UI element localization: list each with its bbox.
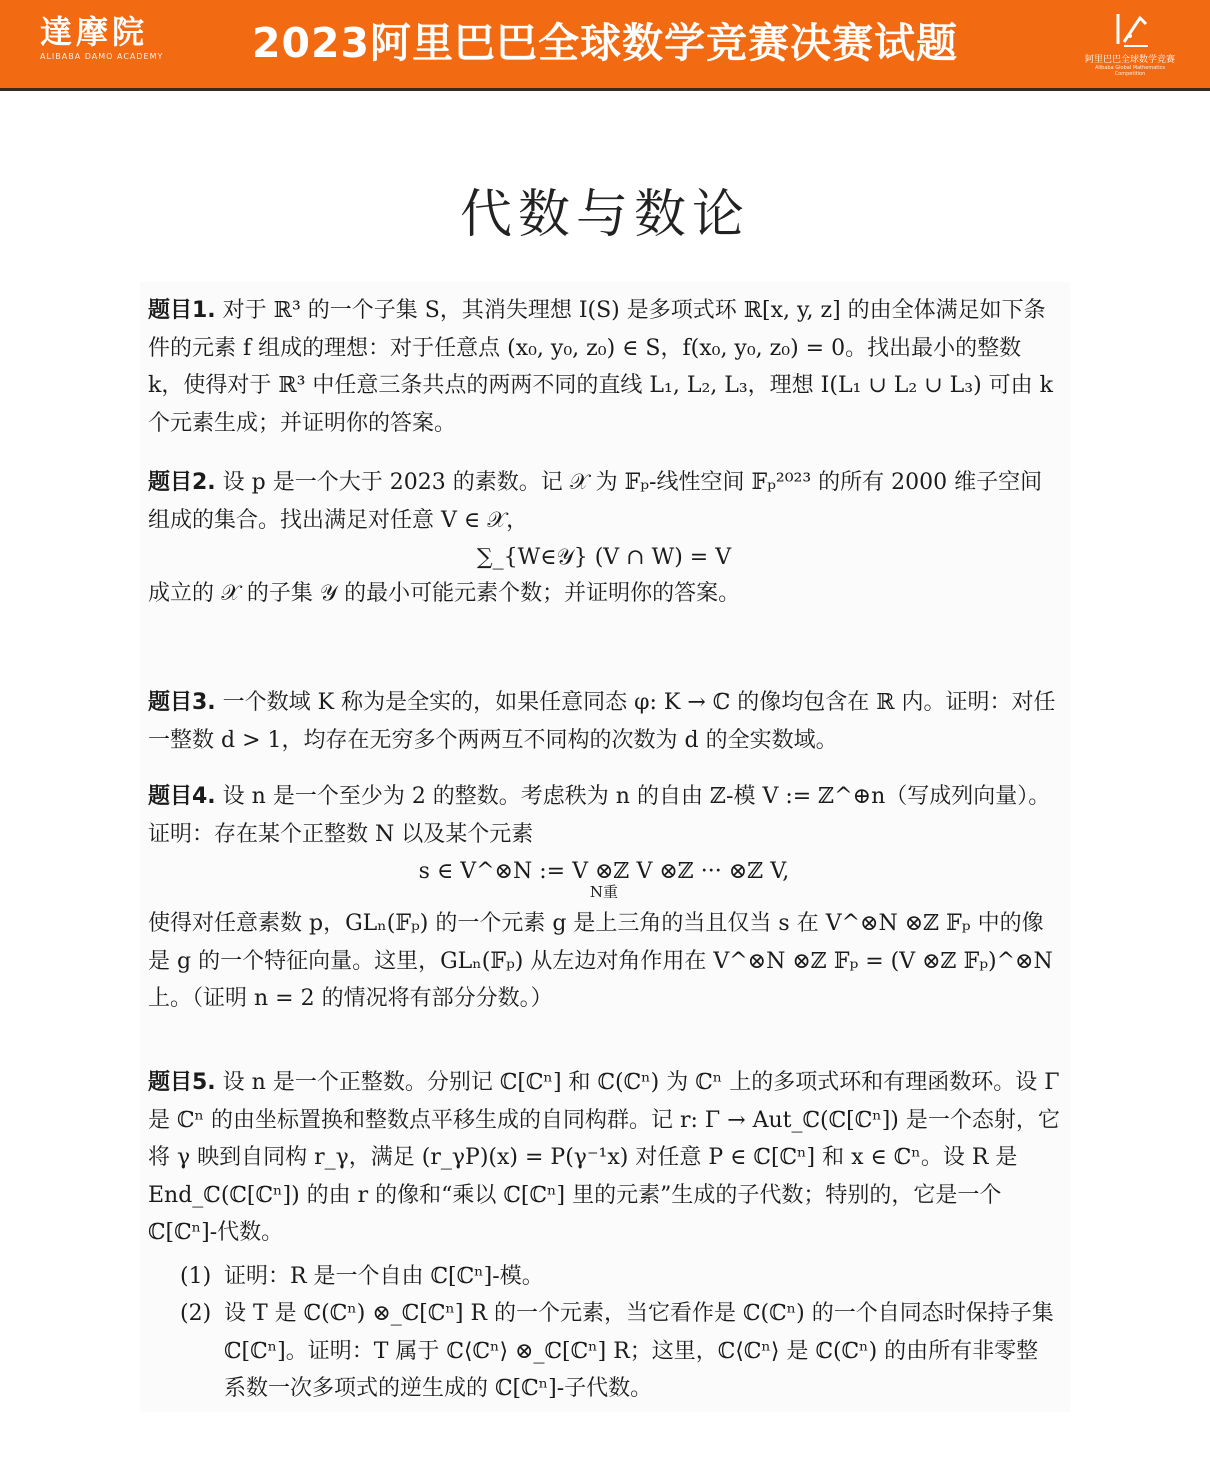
damo-academy-logo xyxy=(40,12,163,61)
logo-left-english: ALIBABA DAMO ACADEMY xyxy=(40,52,164,61)
problem-2 xyxy=(148,464,1060,613)
problem-text: 设 n 是一个至少为 2 的整数。考虑秩为 n 的自由 ℤ-模 V := ℤ^⊕n（写成列向量）。证明：存在某个正整数 N 以及某个元素 xyxy=(148,784,1051,847)
problem-text: 对于 ℝ³ 的一个子集 S，其消失理想 I(S) 是多项式环 ℝ[x, y, z] 的由全体满足如下条件的元素 f 组成的理想：对于任意点 (x₀, y₀, z₀) ∈ S，f(x₀, y₀, z₀) = 0。找出最小的整数 k，使得对于 ℝ³ 中任意三条共点的两两不同的直线 L₁, L₂, L₃，理想 I(L₁ ∪ L₂ ∪ L₃) 可由 k 个元素生成；并证明你的答案。 xyxy=(148,298,1053,436)
subitem-2 xyxy=(180,1295,1060,1408)
problem-text-after: 成立的 𝒳 的子集 𝒴 的最小可能元素个数；并证明你的答案。 xyxy=(148,581,741,607)
problem-1 xyxy=(148,292,1060,442)
problem-4 xyxy=(148,778,1060,1018)
competition-logo-icon xyxy=(1110,10,1150,50)
problem-text: 设 n 是一个正整数。分别记 ℂ[ℂⁿ] 和 ℂ(ℂⁿ) 为 ℂⁿ 上的多项式环和有理函数环。设 Γ 是 ℂⁿ 的由坐标置换和整数点平移生成的自同构群。记 r: Γ → Aut_ℂ(ℂ[ℂⁿ]) 是一个态射，它将 γ 映到自同构 r_γ，满足 (r_γP)(x) = P(γ⁻¹x) 对任意 P ∈ ℂ[ℂⁿ] 和 x ∈ ℂⁿ。设 R 是 End_ℂ(ℂ[ℂⁿ]) 的由 r 的像和“乘以 ℂ[ℂⁿ] 里的元素”生成的子代数；特别的，它是一个 ℂ[ℂⁿ]-代数。 xyxy=(148,1070,1060,1245)
problem-text-after: 使得对任意素数 p，GLₙ(𝔽ₚ) 的一个元素 g 是上三角的当且仅当 s 在 V^⊗N ⊗ℤ 𝔽ₚ 中的像是 g 的一个特征向量。这里，GLₙ(𝔽ₚ) 从左边对角作用在 V^⊗N ⊗ℤ 𝔽ₚ = (V ⊗ℤ 𝔽ₚ)^⊗N 上。（证明 n = 2 的情况将有部分分数。） xyxy=(148,911,1053,1012)
problem-text: 设 p 是一个大于 2023 的素数。记 𝒳 为 𝔽ₚ-线性空间 𝔽ₚ²⁰²³ 的所有 2000 维子空间组成的集合。找出满足对任意 V ∈ 𝒳， xyxy=(148,470,1043,533)
subitem-text: 证明：R 是一个自由 ℂ[ℂⁿ]-模。 xyxy=(224,1263,544,1289)
logo-right-chinese: 阿里巴巴全球数学竞赛 xyxy=(1084,55,1175,65)
problem-label: 题目4. xyxy=(148,784,216,809)
formula-underbrace-label: N重 xyxy=(589,883,619,902)
problem-label: 题目5. xyxy=(148,1070,216,1095)
header-title: 2023阿里巴巴全球数学竞赛决赛试题 xyxy=(251,19,959,67)
subitem-number: (1) xyxy=(180,1263,212,1289)
subitem-number: (2) xyxy=(180,1301,212,1326)
problem-3 xyxy=(148,684,1060,759)
problem-formula: s ∈ V^⊗N := V ⊗ℤ V ⊗ℤ ··· ⊗ℤ V, xyxy=(418,859,790,884)
problem-5 xyxy=(148,1064,1060,1408)
problem-list xyxy=(140,282,1070,1412)
subitem-1 xyxy=(180,1258,1060,1296)
problem-label: 题目1. xyxy=(148,298,216,323)
problem-label: 题目3. xyxy=(148,690,216,715)
subitem-text: 设 T 是 ℂ(ℂⁿ) ⊗_ℂ[ℂⁿ] R 的一个元素，当它看作是 ℂ(ℂⁿ) 的一个自同态时保持子集 ℂ[ℂⁿ]。证明：T 属于 ℂ⟨ℂⁿ⟩ ⊗_ℂ[ℂⁿ] R；这里，ℂ⟨ℂⁿ⟩ 是 ℂ(ℂⁿ) 的由所有非零整系数一次多项式的逆生成的 ℂ[ℂⁿ]-子代数。 xyxy=(224,1301,1054,1401)
logo-right-english: Alibaba Global Mathematics Competition xyxy=(1094,65,1166,77)
problem-text: 一个数域 K 称为是全实的，如果任意同态 φ: K → ℂ 的像均包含在 ℝ 内。证明：对任一整数 d > 1，均存在无穷多个两两互不同构的次数为 d 的全实数域。 xyxy=(148,690,1056,753)
problem-formula: ∑_{W∈𝒴} (V ∩ W) = V xyxy=(476,545,732,570)
logo-left-chinese: 達摩院 xyxy=(40,13,149,51)
section-title: 代数与数论 xyxy=(459,185,750,245)
problem-label: 题目2. xyxy=(148,470,216,495)
competition-logo xyxy=(1080,10,1180,77)
header-banner xyxy=(0,0,1210,91)
subitem-list xyxy=(180,1258,1060,1408)
